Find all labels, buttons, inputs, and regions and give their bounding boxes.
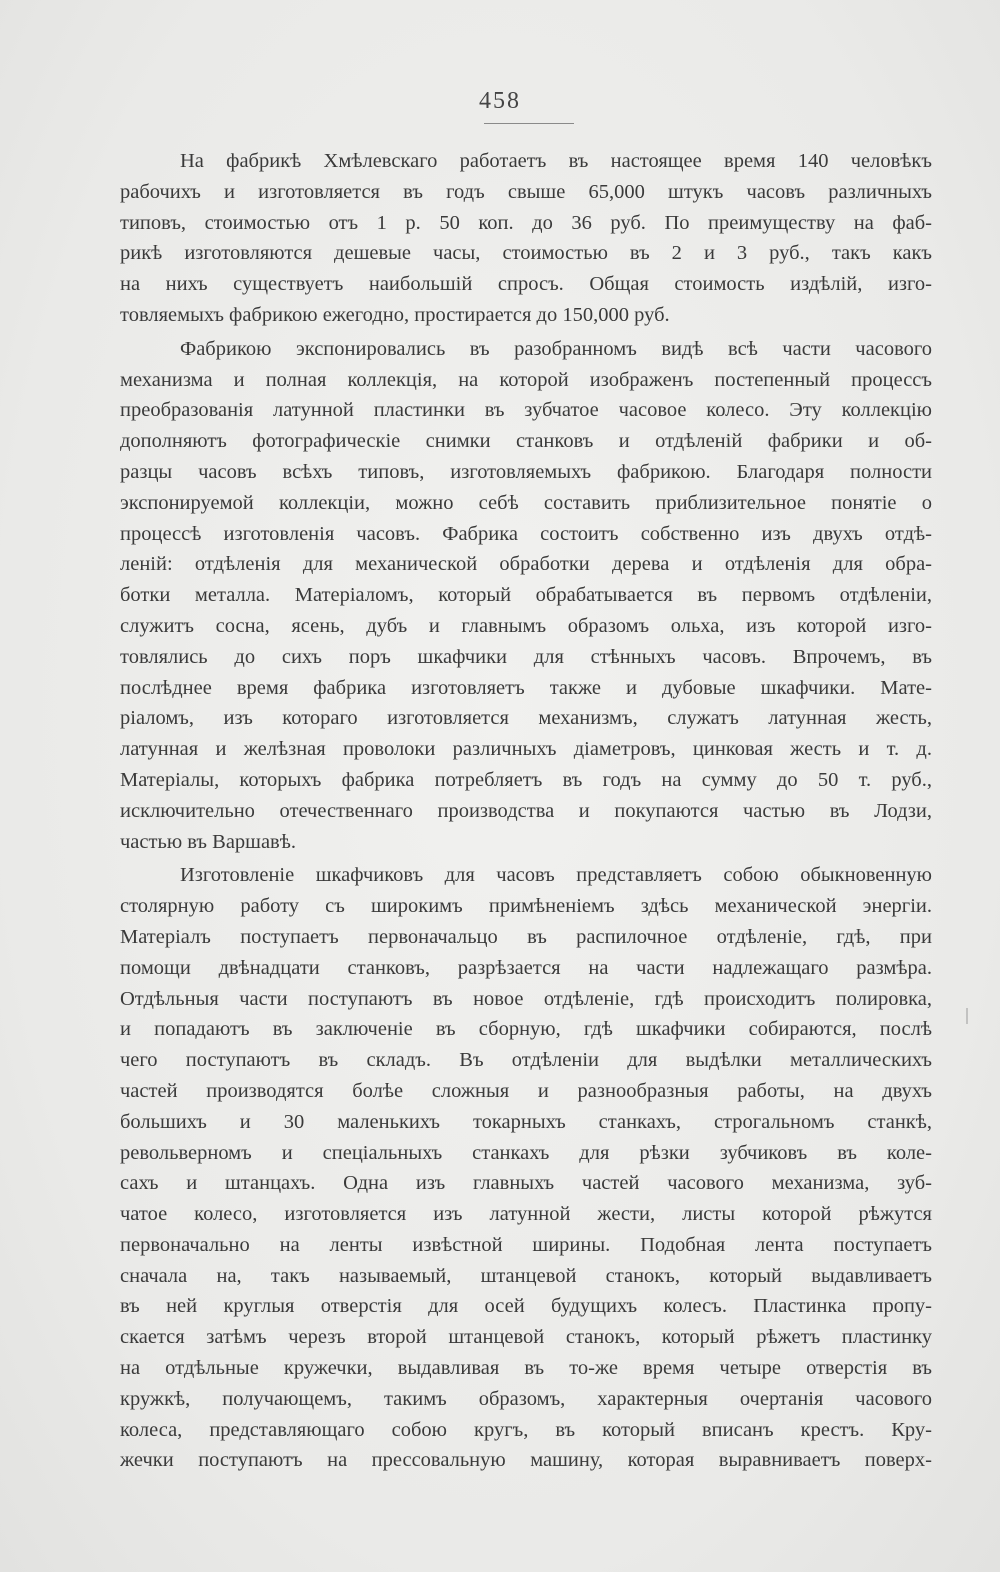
text-line: частей производятся болѣе сложныя и разнообразныя работы, на двухъ [120, 1079, 932, 1102]
text-line: жечки поступаютъ на прессовальную машину, которая выравниваетъ поверх- [120, 1449, 932, 1472]
text-line: помощи двѣнадцати станковъ, разрѣзается на части надлежащаго размѣра. [120, 956, 932, 979]
text-line: на нихъ существуетъ наибольшій спросъ. Общая стоимость издѣлій, изго- [120, 273, 932, 296]
text-line: Отдѣльныя части поступаютъ въ новое отдѣленіе, гдѣ происходитъ полировка, [120, 987, 932, 1010]
text-line: товляемыхъ фабрикою ежегодно, простирается до 150,000 руб. [120, 303, 670, 326]
text-line: рикѣ изготовляются дешевые часы, стоимостью въ 2 и 3 руб., такъ какъ [120, 242, 932, 265]
text-line: сахъ и штанцахъ. Одна изъ главныхъ частей часового механизма, зуб- [120, 1172, 932, 1195]
page-number: 458 [479, 88, 521, 114]
text-line: товлялись до сихъ поръ шкафчики для стѣнныхъ часовъ. Впрочемъ, въ [120, 645, 932, 668]
text-line: скается затѣмъ черезъ второй штанцевой станокъ, который рѣжетъ пластинку [120, 1326, 932, 1349]
text-line: револьверномъ и спеціальныхъ станкахъ для рѣзки зубчиковъ въ коле- [120, 1141, 932, 1164]
body-text [120, 146, 932, 1476]
text-line: рабочихъ и изготовляется въ годъ свыше 65,000 штукъ часовъ различныхъ [120, 180, 932, 203]
header-rule [484, 123, 574, 124]
text-line: чатое колесо, изготовляется изъ латунной жести, листы которой рѣжутся [120, 1203, 932, 1226]
text-line: послѣднее время фабрика изготовляетъ также и дубовые шкафчики. Мате- [120, 676, 932, 699]
text-line: леній: отдѣленія для механической обработки дерева и отдѣленія для обра- [120, 553, 932, 576]
text-line: служитъ сосна, ясень, дубъ и главнымъ образомъ ольха, изъ которой изго- [120, 614, 932, 637]
paper-blemish [966, 1008, 968, 1024]
text-line: ріаломъ, изъ котораго изготовляется механизмъ, служатъ латунная жесть, [120, 707, 932, 730]
text-line: столярную работу съ широкимъ примѣненіемъ здѣсь механической энергіи. [120, 895, 932, 918]
text-line: Матеріалъ поступаетъ первоначальцо въ распилочное отдѣленіе, гдѣ, при [120, 925, 932, 948]
text-line: типовъ, стоимостью отъ 1 р. 50 коп. до 36 руб. По преимуществу на фаб- [120, 211, 932, 234]
text-line: на отдѣльные кружечки, выдавливая въ то-же время четыре отверстія въ [120, 1357, 932, 1380]
text-line: Изготовленіе шкафчиковъ для часовъ представляетъ собою обыкновенную [180, 864, 932, 887]
text-line: ботки металла. Матеріаломъ, который обрабатывается въ первомъ отдѣленіи, [120, 584, 932, 607]
text-line: большихъ и 30 маленькихъ токарныхъ станкахъ, строгальномъ станкѣ, [120, 1110, 932, 1133]
text-line: Фабрикою экспонировались въ разобранномъ видѣ всѣ части часового [180, 337, 932, 360]
text-line: латунная и желѣзная проволоки различныхъ діаметровъ, цинковая жесть и т. д. [120, 738, 932, 761]
text-line: кружкѣ, получающемъ, такимъ образомъ, характерныя очертанія часового [120, 1387, 932, 1410]
text-line: и попадаютъ въ заключеніе въ сборную, гдѣ шкафчики собираются, послѣ [120, 1018, 932, 1041]
text-line: частью въ Варшавѣ. [120, 830, 296, 853]
text-line: разцы часовъ всѣхъ типовъ, изготовляемыхъ фабрикою. Благодаря полности [120, 460, 932, 483]
text-line: Матеріалы, которыхъ фабрика потребляетъ въ годъ на сумму до 50 т. руб., [120, 768, 932, 791]
text-line: исключительно отечественнаго производства и покупаются частью въ Лодзи, [120, 799, 932, 822]
text-line: сначала на, такъ называемый, штанцевой станокъ, который выдавливаетъ [120, 1264, 932, 1287]
text-line: чего поступаютъ въ складъ. Въ отдѣленіи для выдѣлки металлическихъ [120, 1049, 932, 1072]
text-line: экспонируемой коллекціи, можно себѣ составить приблизительное понятіе о [120, 491, 932, 514]
text-line: механизма и полная коллекція, на которой изображенъ постепенный процессъ [120, 368, 932, 391]
text-line: дополняютъ фотографическіе снимки станковъ и отдѣленій фабрики и об- [120, 430, 932, 453]
text-line: процессѣ изготовленія часовъ. Фабрика состоитъ собственно изъ двухъ отдѣ- [120, 522, 932, 545]
text-line: На фабрикѣ Хмѣлевскаго работаетъ въ настоящее время 140 человѣкъ [180, 150, 932, 172]
text-line: въ ней круглыя отверстія для осей будущихъ колесъ. Пластинка пропу- [120, 1295, 932, 1318]
text-line: преобразованія латунной пластинки въ зубчатое часовое колесо. Эту коллекцію [120, 399, 932, 422]
text-line: первоначально на ленты извѣстной ширины. Подобная лента поступаетъ [120, 1233, 932, 1256]
text-line: колеса, представляющаго собою кругъ, въ который вписанъ крестъ. Кру- [120, 1418, 932, 1441]
